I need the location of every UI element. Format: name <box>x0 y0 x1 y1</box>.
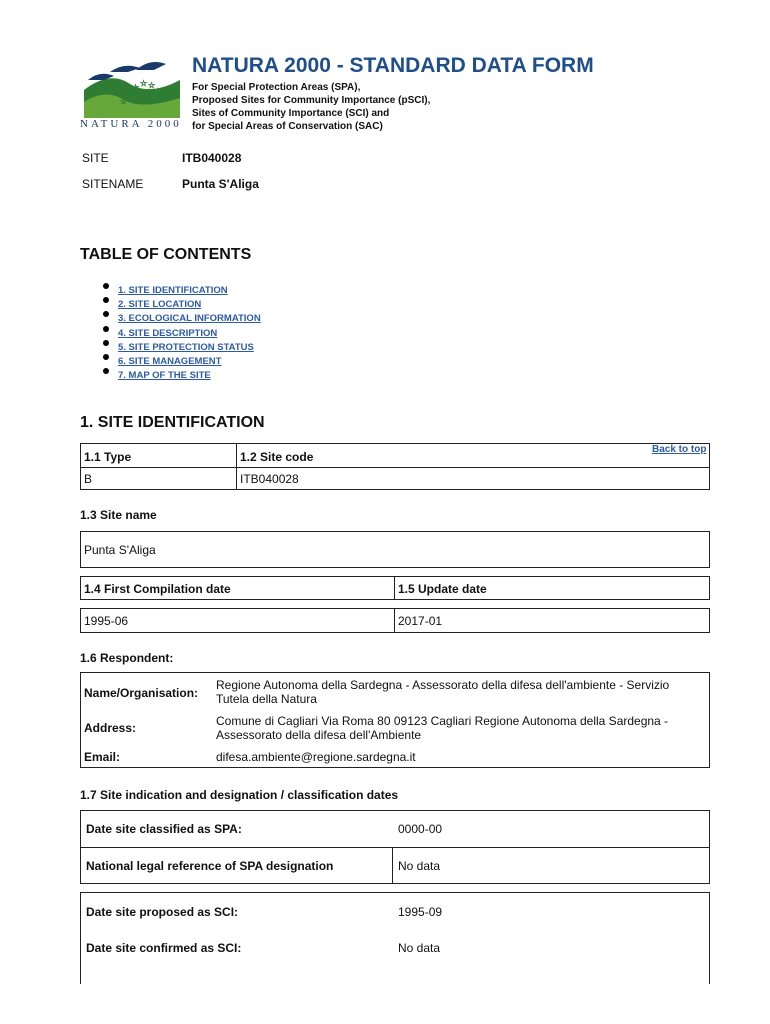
first-compilation-value: 1995-06 <box>84 614 129 628</box>
respondent-address-label: Address: <box>84 721 137 735</box>
toc-link-map-of-the-site[interactable]: 7. MAP OF THE SITE <box>118 370 211 382</box>
sci-left-border <box>80 892 81 984</box>
page-title: NATURA 2000 - STANDARD DATA FORM <box>192 54 594 77</box>
spa-legal-ref-value: No data <box>398 859 441 873</box>
respondent-address-value: Comune di Cagliari Via Roma 80 09123 Cagliari Regione Autonoma della Sardegna - Assessorato della difesa dell'Ambiente <box>216 714 669 742</box>
svg-text:☆: ☆ <box>120 97 128 106</box>
logo-caption: NATURA 2000 <box>80 118 182 130</box>
respondent-email-value: difesa.ambiente@regione.sardegna.it <box>216 750 416 764</box>
respondent-left-border <box>80 672 81 768</box>
toc-link-site-protection-status[interactable]: 5. SITE PROTECTION STATUS <box>118 341 254 353</box>
toc-item <box>98 308 261 325</box>
sitename-value: Punta S'Aliga <box>182 177 259 191</box>
sci-confirmed-value: No data <box>398 941 441 955</box>
sci-right-border <box>709 892 710 984</box>
respondent-name-value: Regione Autonoma della Sardegna - Assessorato della difesa dell'ambiente - Servizio Tutela della Natura <box>216 678 670 706</box>
first-compilation-header: 1.4 First Compilation date <box>84 582 231 596</box>
site-name-header: 1.3 Site name <box>80 508 157 522</box>
site-code-value: ITB040028 <box>240 472 299 486</box>
site-name-value: Punta S'Aliga <box>84 543 156 557</box>
svg-text:☆: ☆ <box>132 83 140 92</box>
designation-header: 1.7 Site indication and designation / classification dates <box>80 788 399 802</box>
subtitle-line-1: For Special Protection Areas (SPA), <box>192 82 361 93</box>
table-divider <box>80 847 710 848</box>
bullet-icon <box>103 311 109 317</box>
toc-link-site-description[interactable]: 4. SITE DESCRIPTION <box>118 327 218 339</box>
update-date-header: 1.5 Update date <box>398 582 487 596</box>
table-divider <box>392 847 393 884</box>
toc-link-site-management[interactable]: 6. SITE MANAGEMENT <box>118 355 222 367</box>
respondent-top-border <box>80 672 710 673</box>
toc-item <box>98 365 261 382</box>
toc-item <box>98 294 261 311</box>
svg-text:☆: ☆ <box>148 81 156 90</box>
bullet-icon <box>103 354 109 360</box>
bullet-icon <box>103 368 109 374</box>
respondent-email-label: Email: <box>84 750 121 764</box>
type-value: B <box>84 472 93 486</box>
toc-item <box>98 280 261 294</box>
back-to-top-link[interactable]: Back to top <box>652 444 707 455</box>
table-divider <box>394 576 395 600</box>
bullet-icon <box>103 340 109 346</box>
svg-text:☆: ☆ <box>154 87 162 96</box>
respondent-bottom-border <box>80 767 710 768</box>
section-title-site-identification: 1. SITE IDENTIFICATION <box>80 414 265 431</box>
sci-proposed-value: 1995-09 <box>398 905 443 919</box>
subtitle-line-4: for Special Areas of Conservation (SAC) <box>192 121 383 132</box>
respondent-name-label: Name/Organisation: <box>84 686 199 700</box>
table-divider <box>80 467 710 468</box>
toc-title: TABLE OF CONTENTS <box>80 246 252 263</box>
table-divider <box>394 608 395 633</box>
bullet-icon <box>103 283 109 289</box>
spa-legal-ref-label: National legal reference of SPA designation <box>86 859 334 873</box>
respondent-header: 1.6 Respondent: <box>80 651 174 665</box>
site-value: ITB040028 <box>182 151 242 165</box>
toc-item <box>98 351 261 365</box>
sci-proposed-label: Date site proposed as SCI: <box>86 905 239 919</box>
spa-classified-value: 0000-00 <box>398 822 443 836</box>
svg-text:☆: ☆ <box>140 79 148 88</box>
site-code-header: 1.2 Site code <box>240 450 314 464</box>
subtitle-line-3: Sites of Community Importance (SCI) and <box>192 108 390 119</box>
toc-item <box>98 323 261 337</box>
site-label: SITE <box>82 151 109 165</box>
sci-top-border <box>80 892 710 893</box>
type-header: 1.1 Type <box>84 450 132 464</box>
update-date-value: 2017-01 <box>398 614 443 628</box>
site-name-box <box>80 531 710 568</box>
sitename-label: SITENAME <box>82 177 144 191</box>
svg-text:☆: ☆ <box>124 89 132 98</box>
toc-item <box>98 337 261 351</box>
bullet-icon <box>103 326 109 332</box>
dates-value-row <box>80 608 710 633</box>
toc-link-site-identification[interactable]: 1. SITE IDENTIFICATION <box>118 285 228 296</box>
bullet-icon <box>103 297 109 303</box>
respondent-right-border <box>709 672 710 768</box>
toc-link-ecological-information[interactable]: 3. ECOLOGICAL INFORMATION <box>118 313 261 325</box>
toc-list <box>98 280 261 382</box>
spa-classified-label: Date site classified as SPA: <box>86 822 242 836</box>
toc-link-site-location[interactable]: 2. SITE LOCATION <box>118 299 202 311</box>
subtitle-line-2: Proposed Sites for Community Importance (pSCI), <box>192 95 431 106</box>
sci-confirmed-label: Date site confirmed as SCI: <box>86 941 242 955</box>
